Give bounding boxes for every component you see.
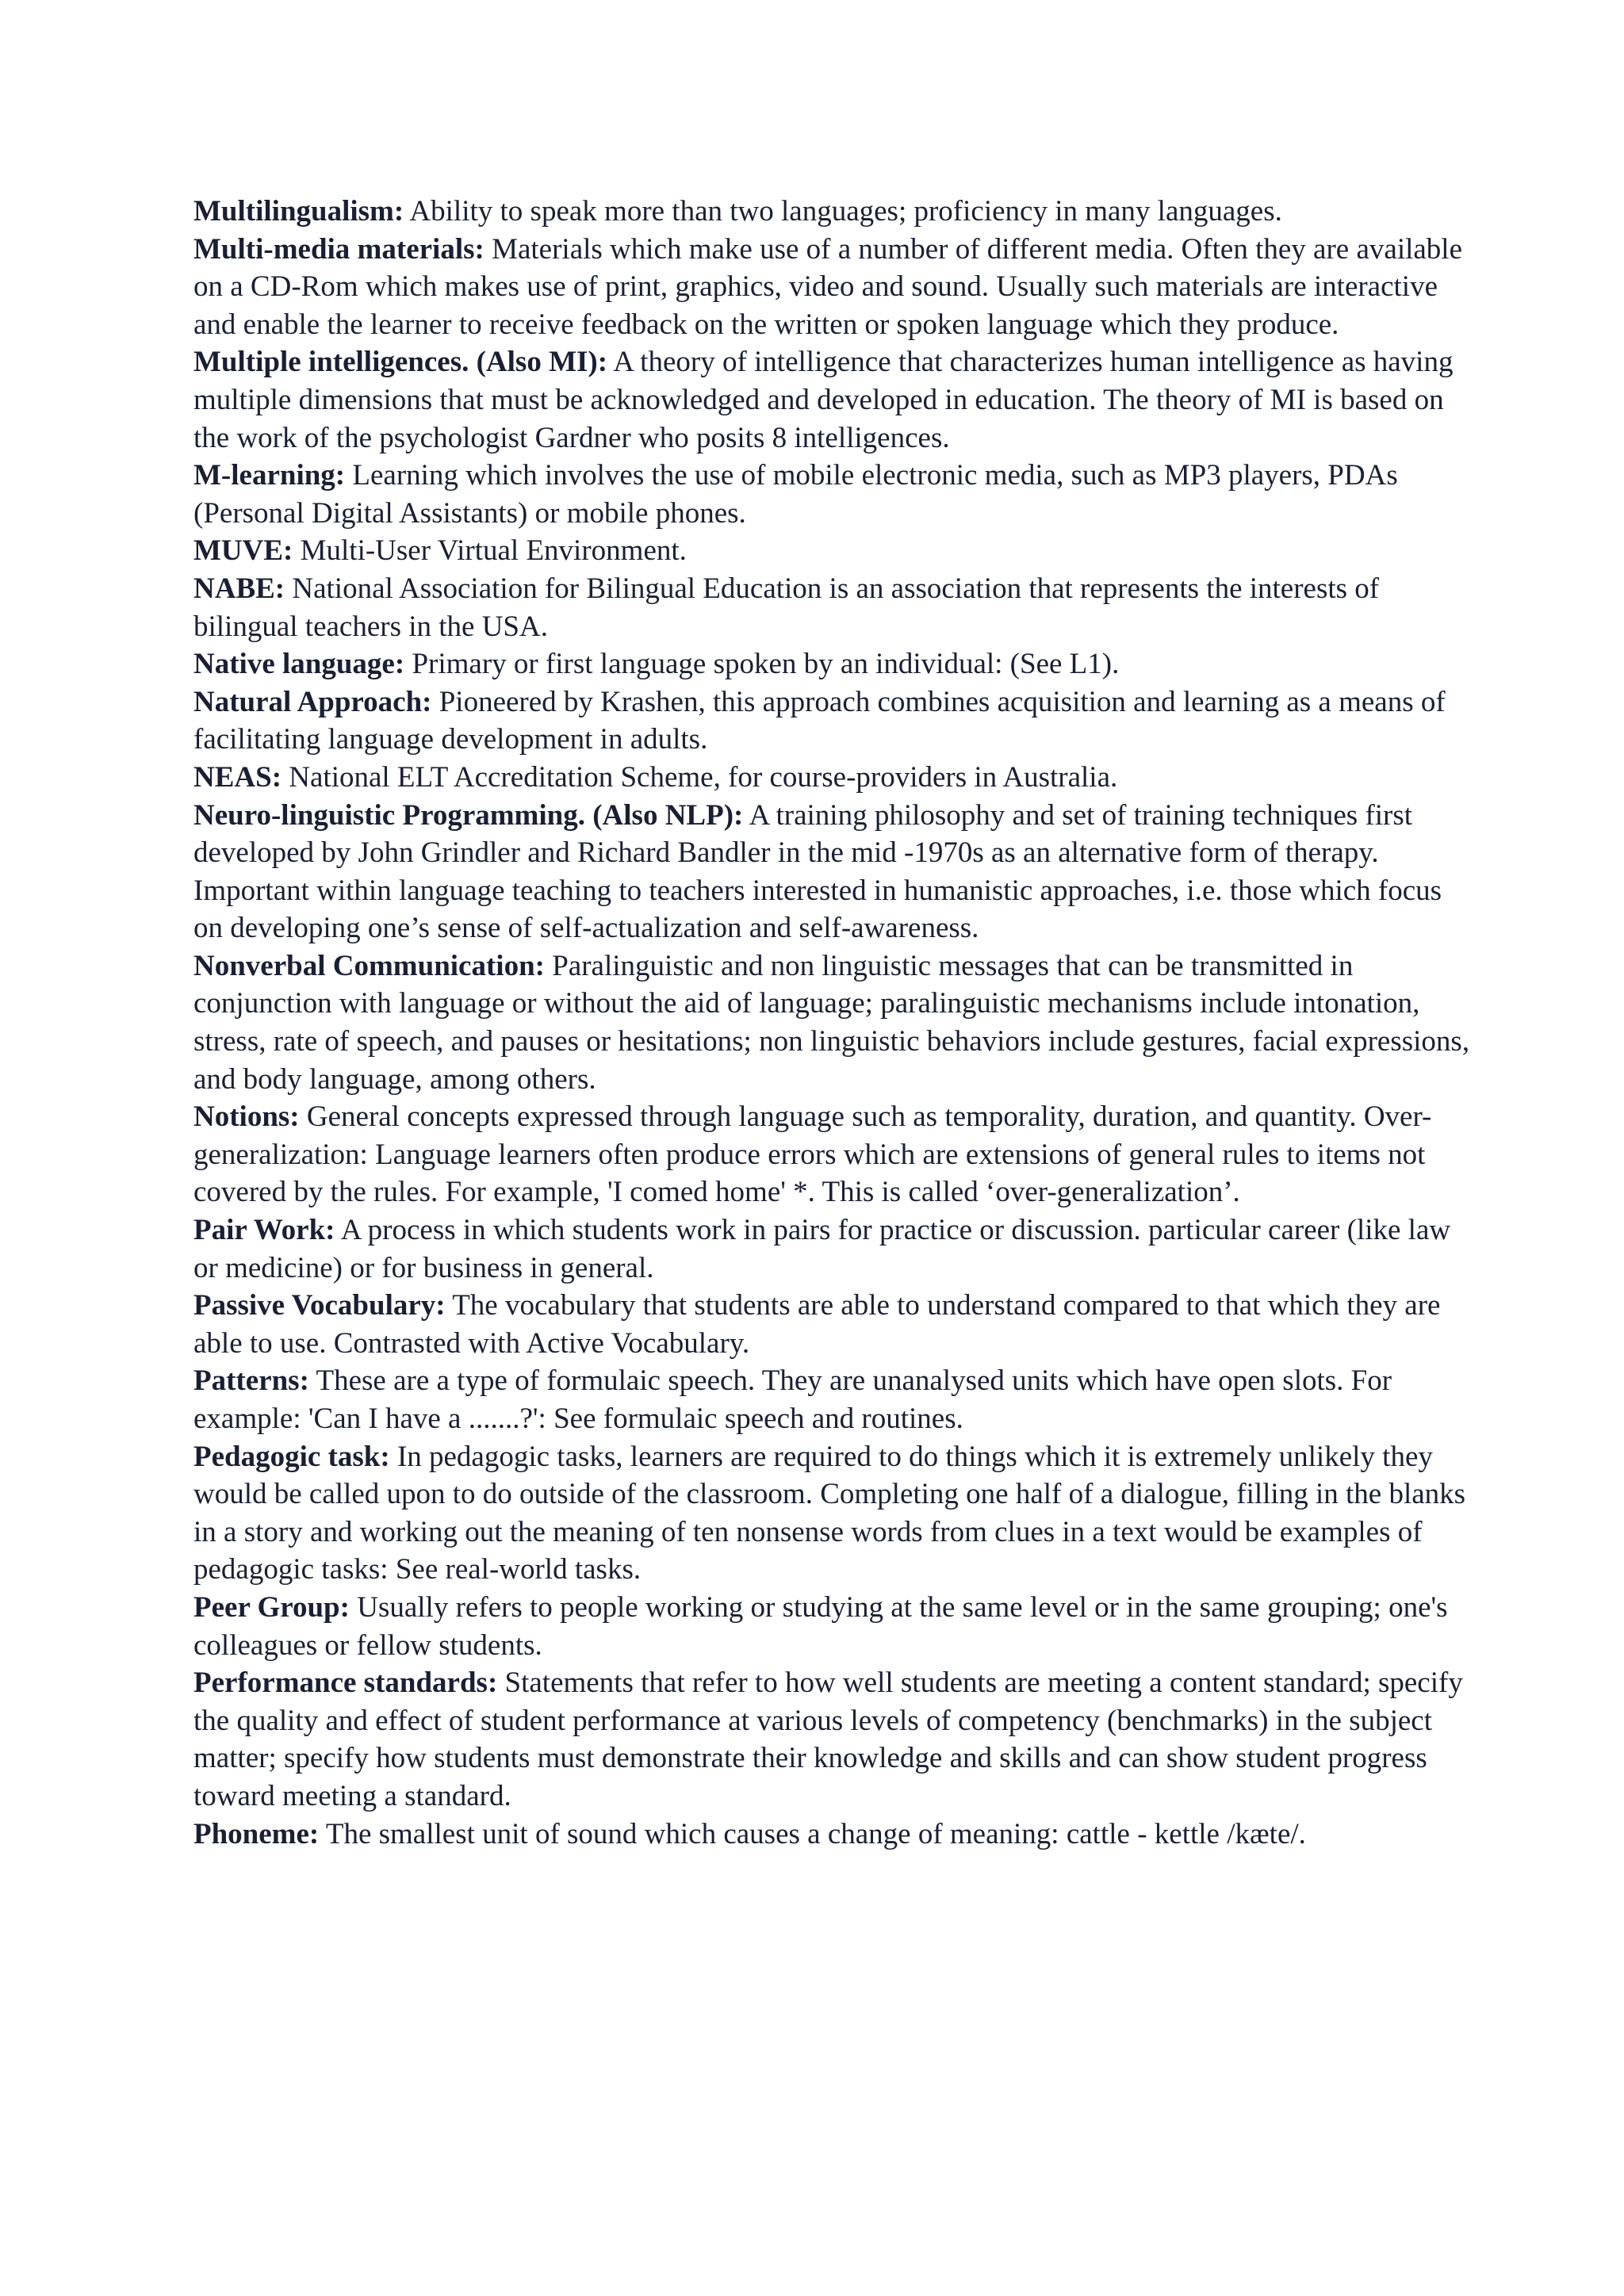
glossary-entry-natural-approach	[193, 683, 1478, 759]
definition: The vocabulary that students are able to understand compared to that which they are able to use. Contrasted with Active Vocabulary.	[193, 1289, 1441, 1360]
glossary-entry-passive-vocabulary	[193, 1287, 1478, 1362]
glossary-entry-peer-group	[193, 1589, 1478, 1664]
term: Neuro-linguistic Programming. (Also NLP):	[193, 798, 744, 832]
definition: Primary or first language spoken by an individual: (See L1).	[412, 648, 1120, 681]
term: NABE:	[193, 572, 285, 605]
definition: Pioneered by Krashen, this approach combines acquisition and learning as a means of facilitating language development in adults.	[193, 685, 1446, 756]
term: Pair Work:	[193, 1214, 335, 1247]
definition: National ELT Accreditation Scheme, for course-providers in Australia.	[289, 760, 1118, 794]
glossary-entry-neas	[193, 759, 1478, 797]
definition: National Association for Bilingual Education is an association that represents the interests of bilingual teachers in the USA.	[193, 572, 1380, 643]
term: Phoneme:	[193, 1817, 320, 1850]
glossary-entry-pedagogic-task	[193, 1438, 1478, 1589]
term: Natural Approach:	[193, 685, 432, 718]
definition: A training philosophy and set of training techniques first developed by John Grindler and Richard Bandler in the mid -1970s as an alternative form of therapy. Important within language teaching to teachers interested in humanistic approaches, i.e. those which focus on developing one’s sense of self-actualization and self-awareness.	[193, 798, 1442, 945]
term: NEAS:	[193, 760, 282, 794]
definition: Learning which involves the use of mobile electronic media, such as MP3 players, PDAs (Personal Digital Assistants) or mobile phones.	[193, 459, 1398, 530]
definition: Ability to speak more than two languages; proficiency in many languages.	[409, 195, 1282, 228]
definition: Usually refers to people working or studying at the same level or in the same grouping; one's colleagues or fellow students.	[193, 1590, 1448, 1662]
term: Pedagogic task:	[193, 1440, 390, 1473]
glossary-entry-multilingualism	[193, 193, 1478, 231]
term: MUVE:	[193, 534, 293, 568]
glossary-entry-patterns	[193, 1362, 1478, 1437]
definition: These are a type of formulaic speech. They are unanalysed units which have open slots. For example: 'Can I have a .......?': See formulaic speech and routines.	[193, 1364, 1392, 1435]
glossary-entry-nabe	[193, 570, 1478, 645]
term: Multiple intelligences. (Also MI):	[193, 346, 608, 379]
glossary-entry-native-language	[193, 645, 1478, 683]
term: Peer Group:	[193, 1590, 350, 1624]
definition: A theory of intelligence that characterizes human intelligence as having multiple dimensions that must be acknowledged and developed in education. The theory of MI is based on the work of the psychologist Gardner who posits 8 intelligences.	[193, 346, 1454, 454]
term: M-learning:	[193, 459, 346, 492]
term: Nonverbal Communication:	[193, 949, 545, 982]
definition: In pedagogic tasks, learners are required to do things which it is extremely unlikely they would be called upon to do outside of the classroom. Completing one half of a dialogue, filling in the blanks in a story and working out the meaning of ten nonsense words from clues in a text would be examples of pedagogic tasks: See real-world tasks.	[193, 1440, 1466, 1586]
glossary-entry-m-learning	[193, 457, 1478, 532]
definition: Multi-User Virtual Environment.	[300, 534, 687, 568]
term: Performance standards:	[193, 1667, 498, 1700]
glossary-entry-multiple-intelligences	[193, 343, 1478, 457]
term: Native language:	[193, 648, 405, 681]
definition: A process in which students work in pairs for practice or discussion. particular career (like law or medicine) or for business in general.	[193, 1214, 1451, 1284]
term: Multilingualism:	[193, 195, 404, 228]
definition: General concepts expressed through language such as temporality, duration, and quantity. Over-generalization: Language learners often produce errors which are extensions of general rules to items not covered by the rules. For example, 'I comed home' *. This is called ‘over-generalization’.	[193, 1100, 1432, 1209]
glossary-entry-muve	[193, 532, 1478, 570]
glossary-entry-multi-media-materials	[193, 231, 1478, 344]
term: Notions:	[193, 1100, 300, 1134]
glossary-page	[193, 193, 1478, 1853]
term: Passive Vocabulary:	[193, 1289, 446, 1322]
term: Multi-media materials:	[193, 232, 485, 266]
definition: Materials which make use of a number of different media. Often they are available on a CD-Rom which makes use of print, graphics, video and sound. Usually such materials are interactive and enable the learner to receive feedback on the written or spoken language which they produce.	[193, 232, 1463, 341]
term: Patterns:	[193, 1364, 309, 1398]
glossary-entry-phoneme	[193, 1816, 1478, 1854]
glossary-entry-nonverbal-communication	[193, 947, 1478, 1098]
definition: Paralinguistic and non linguistic messages that can be transmitted in conjunction with language or without the aid of language; paralinguistic mechanisms include intonation, stress, rate of speech, and pauses or hesitations; non linguistic behaviors include gestures, facial expressions, and body language, among others.	[193, 949, 1470, 1096]
glossary-entry-performance-standards	[193, 1664, 1478, 1815]
definition: Statements that refer to how well students are meeting a content standard; specify the quality and effect of student performance at various levels of competency (benchmarks) in the subject matter; specify how students must demonstrate their knowledge and skills and can show student progress toward meeting a standard.	[193, 1667, 1463, 1812]
glossary-entry-pair-work	[193, 1211, 1478, 1287]
glossary-entry-neuro-linguistic-programming	[193, 797, 1478, 947]
definition: The smallest unit of sound which causes a change of meaning: cattle - kettle /kæte/.	[325, 1817, 1306, 1850]
glossary-entry-notions	[193, 1098, 1478, 1211]
